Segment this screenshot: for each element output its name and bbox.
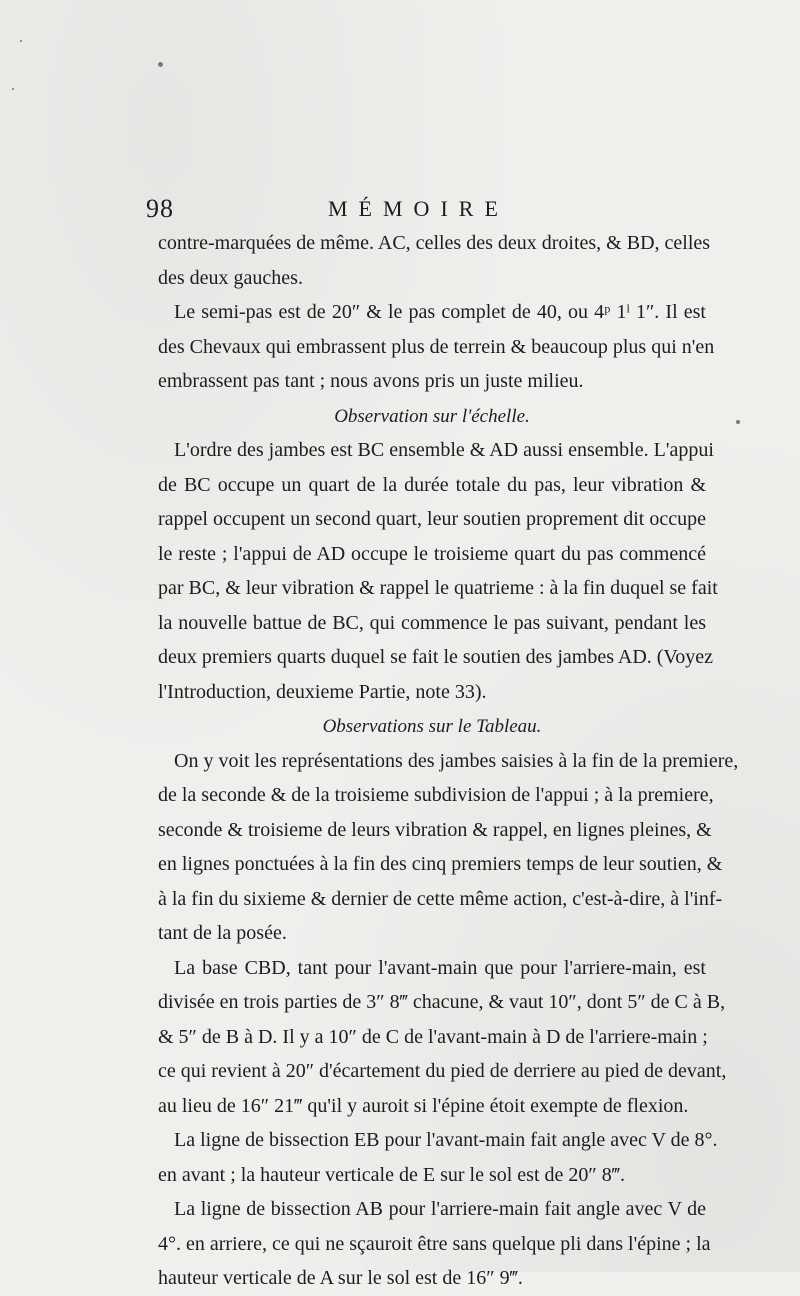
text-line: divisée en trois parties de 3″ 8‴ chacune, & vaut 10″, dont 5″ de C à B, — [158, 991, 726, 1013]
text-line: à la fin du sixieme & dernier de cette même action, c'est-à-dire, à l'inf- — [158, 887, 723, 910]
text-line: & 5″ de B à D. Il y a 10″ de C de l'avant-main à D de l'arriere-main ; — [158, 1025, 708, 1048]
paragraph — [158, 295, 715, 399]
paragraph — [158, 744, 739, 951]
text-line: On y voit les représentations des jambes saisies à la fin de la premiere, — [174, 749, 739, 772]
text-line: tant de la posée. — [158, 922, 287, 944]
text-line: contre-marquées de même. AC, celles des deux droites, & BD, celles — [158, 232, 711, 254]
paragraph — [158, 226, 711, 295]
body-text — [158, 226, 739, 1296]
text-line: en lignes ponctuées à la fin des cinq premiers temps de leur soutien, & — [158, 853, 723, 875]
section-heading: Observation sur l'échelle. — [334, 405, 530, 427]
ink-speck — [158, 62, 163, 67]
text-line: Le semi-pas est de 20″ & le pas complet de 40, ou 4ᵖ 1ˡ 1″. Il est — [174, 301, 706, 323]
ink-speck — [736, 420, 740, 424]
running-head: MÉMOIRE — [328, 196, 509, 221]
text-line: en avant ; la hauteur verticale de E sur le sol est de 20″ 8‴. — [158, 1163, 626, 1186]
text-line: rappel occupent un second quart, leur soutien proprement dit occupe — [158, 508, 706, 530]
text-line: La ligne de bissection EB pour l'avant-main fait angle avec V de 8°. — [174, 1129, 718, 1151]
page-number: 98 — [146, 194, 174, 223]
paragraph — [158, 433, 718, 709]
text-line: ce qui revient à 20″ d'écartement du pied de derriere au pied de devant, — [158, 1060, 727, 1082]
text-line: de la seconde & de la troisieme subdivision de l'appui ; à la premiere, — [158, 784, 714, 806]
text-line: deux premiers quarts duquel se fait le soutien des jambes AD. (Voyez — [158, 646, 714, 668]
text-line: le reste ; l'appui de AD occupe le troisieme quart du pas commencé — [158, 542, 706, 565]
text-line: l'Introduction, deuxieme Partie, note 33). — [158, 680, 487, 703]
text-line: La base CBD, tant pour l'avant-main que pour l'arriere-main, est — [174, 956, 706, 979]
text-line: L'ordre des jambes est BC ensemble & AD aussi ensemble. L'appui — [174, 439, 714, 461]
text-line: des Chevaux qui embrassent plus de terrein & beaucoup plus qui n'en — [158, 335, 715, 358]
page-header — [146, 194, 706, 228]
ink-speck — [12, 88, 14, 90]
text-line: hauteur verticale de A sur le sol est de 16″ 9‴. — [158, 1267, 523, 1289]
paragraph — [158, 1123, 718, 1192]
text-line: 4°. en arriere, ce qui ne sçauroit être sans quelque pli dans l'épine ; la — [158, 1232, 711, 1255]
text-line: la nouvelle battue de BC, qui commence le pas suivant, pendant les — [158, 611, 706, 634]
text-line: des deux gauches. — [158, 266, 303, 289]
text-line: au lieu de 16″ 21‴ qu'il y auroit si l'épine étoit exempte de flexion. — [158, 1094, 689, 1117]
paragraph — [158, 1192, 711, 1296]
text-line: de BC occupe un quart de la durée totale du pas, leur vibration & — [158, 473, 706, 496]
text-line: La ligne de bissection AB pour l'arriere-main fait angle avec V de — [174, 1198, 706, 1220]
section-heading: Observations sur le Tableau. — [322, 716, 542, 737]
paragraph — [158, 951, 727, 1124]
text-line: par BC, & leur vibration & rappel le quatrieme : à la fin duquel se fait — [158, 577, 718, 599]
text-line: embrassent pas tant ; nous avons pris un juste milieu. — [158, 370, 584, 392]
ink-speck — [20, 40, 22, 42]
text-line: seconde & troisieme de leurs vibration & rappel, en lignes pleines, & — [158, 818, 712, 841]
